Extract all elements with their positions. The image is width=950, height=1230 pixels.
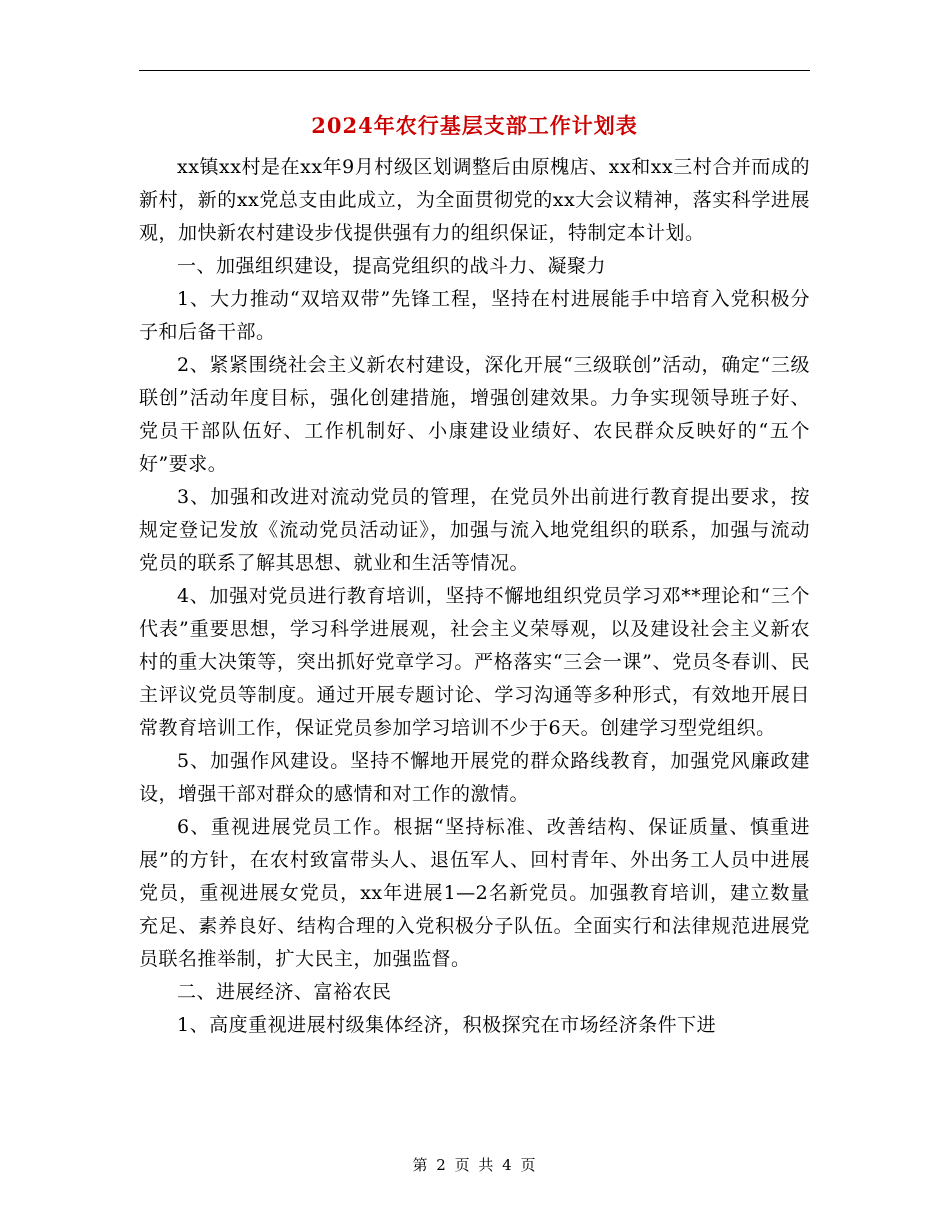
document-title: 2024年农行基层支部工作计划表 [311,113,638,138]
body-paragraph: 6、重视进展党员工作。根据“坚持标准、改善结构、保证质量、慎重进展”的方针，在农村致富带头人、退伍军人、回村青年、外出务工人员中进展党员，重视进展女党员，xx年进展1—2名新党员。加强教育培训，建立数量充足、素养良好、结构合理的入党积极分子队伍。全面实行和法律规范进展党员联名推举制，扩大民主，加强监督。 [139,816,810,970]
document-body [139,151,810,1042]
body-paragraph: 1、高度重视进展村级集体经济，积极探究在市场经济条件下进 [177,1014,717,1036]
body-paragraph: 4、加强对党员进行教育培训，坚持不懈地组织党员学习邓**理论和“三个代表”重要思想，学习科学进展观，社会主义荣辱观，以及建设社会主义新农村的重大决策等，突出抓好党章学习。严格落实“三会一课”、党员冬春训、民主评议党员等制度。通过开展专题讨论、学习沟通等多种形式，有效地开展日常教育培训工作，保证党员参加学习培训不少于6天。创建学习型党组织。 [139,585,810,739]
section-heading: 二、进展经济、富裕农民 [177,981,392,1003]
header-rule [139,70,810,71]
section-heading: 一、加强组织建设，提高党组织的战斗力、凝聚力 [177,255,607,277]
page-number: 第 2 页 共 4 页 [412,1156,538,1174]
body-paragraph: 5、加强作风建设。坚持不懈地开展党的群众路线教育，加强党风廉政建设，增强干部对群众的感情和对工作的激情。 [139,750,810,805]
body-paragraph: 2、紧紧围绕社会主义新农村建设，深化开展“三级联创”活动，确定“三级联创”活动年度目标，强化创建措施，增强创建效果。力争实现领导班子好、党员干部队伍好、工作机制好、小康建设业绩好、农民群众反映好的“五个好”要求。 [139,354,810,475]
body-paragraph: xx镇xx村是在xx年9月村级区划调整后由原槐店、xx和xx三村合并而成的新村，新的xx党总支由此成立，为全面贯彻党的xx大会议精神，落实科学进展观，加快新农村建设步伐提供强有力的组织保证，特制定本计划。 [139,156,810,244]
body-paragraph: 1、大力推动“双培双带”先锋工程，坚持在村进展能手中培育入党积极分子和后备干部。 [139,288,810,343]
body-paragraph: 3、加强和改进对流动党员的管理，在党员外出前进行教育提出要求，按规定登记发放《流动党员活动证》，加强与流入地党组织的联系，加强与流动党员的联系了解其思想、就业和生活等情况。 [139,486,810,574]
